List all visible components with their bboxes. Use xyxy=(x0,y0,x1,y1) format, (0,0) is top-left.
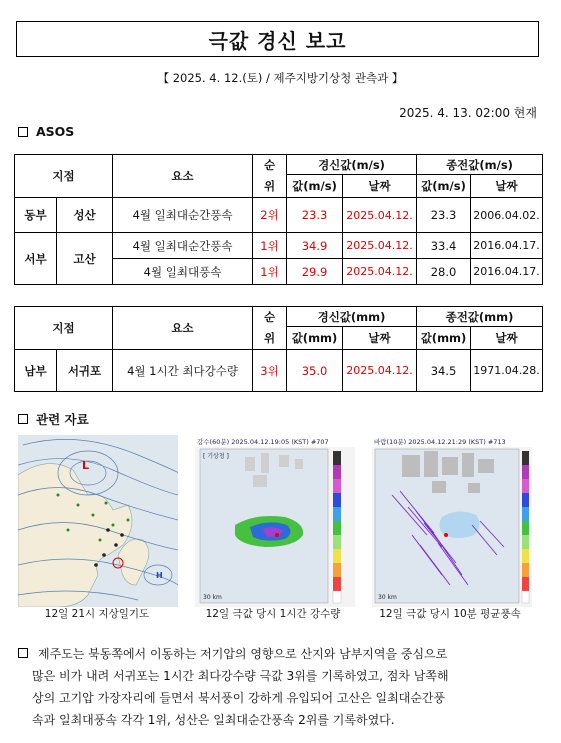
new-value-cell: 35.0 xyxy=(287,350,343,392)
figure-caption-3: 12일 극값 당시 10분 평균풍속 xyxy=(379,608,521,620)
svg-text:L: L xyxy=(82,459,90,472)
summary-text: 제주도는 북동쪽에서 이동하는 저기압의 영향으로 산지와 남부지역을 중심으로 xyxy=(38,647,448,661)
element-cell: 4월 일최대풍속 xyxy=(113,259,253,285)
wind-map xyxy=(372,435,532,607)
old-value-cell: 28.0 xyxy=(417,259,471,285)
precip-map-image xyxy=(195,435,355,607)
header-rank: 순 xyxy=(253,155,287,175)
header-record: 경신값(m/s) xyxy=(287,155,417,175)
old-date-cell: 2016.04.17. xyxy=(471,259,543,285)
header-rank-2: 위 xyxy=(253,175,287,198)
element-cell: 4월 1시간 최다강수량 xyxy=(113,350,253,392)
checkbox-icon xyxy=(18,414,28,424)
table-row xyxy=(15,198,543,233)
rank-cell: 1위 xyxy=(253,233,287,259)
wind-record-table xyxy=(14,154,543,285)
page-title: 극값 경신 보고 xyxy=(16,21,539,57)
wind-scale: 30 km xyxy=(378,594,397,601)
header-previous: 종전값(mm) xyxy=(417,307,543,327)
new-value-cell: 34.9 xyxy=(287,233,343,259)
old-value-cell: 33.4 xyxy=(417,233,471,259)
section-asos-label: ASOS xyxy=(36,124,75,139)
header-station: 지점 xyxy=(15,307,113,350)
element-cell: 4월 일최대순간풍속 xyxy=(113,198,253,233)
new-date-cell: 2025.04.12. xyxy=(343,259,417,285)
precip-scale: 30 km xyxy=(203,594,222,601)
old-date-cell: 2016.04.17. xyxy=(471,233,543,259)
region-cell: 남부 xyxy=(15,350,57,392)
rain-record-table xyxy=(14,306,543,392)
header-new-value: 값(m/s) xyxy=(287,175,343,198)
header-new-date: 날짜 xyxy=(343,327,417,350)
header-previous: 종전값(m/s) xyxy=(417,155,543,175)
header-rank-2: 위 xyxy=(253,327,287,350)
precipitation-map xyxy=(195,435,355,607)
header-record: 경신값(mm) xyxy=(287,307,417,327)
svg-text:H: H xyxy=(156,571,163,580)
old-date-cell: 2006.04.02. xyxy=(471,198,543,233)
header-rank: 순 xyxy=(253,307,287,327)
new-date-cell: 2025.04.12. xyxy=(343,198,417,233)
station-cell: 고산 xyxy=(57,233,113,285)
table-row xyxy=(15,233,543,259)
header-element: 요소 xyxy=(113,307,253,350)
header-element: 요소 xyxy=(113,155,253,198)
precip-header: 강수(60분) 2025.04.12.19:05 (KST) #707 xyxy=(197,438,329,446)
wind-map-image xyxy=(372,435,532,607)
rank-cell: 1위 xyxy=(253,259,287,285)
weather-map-image xyxy=(18,435,178,607)
summary-line: 속과 일최대풍속 각각 1위, 성산은 일최대순간풍속 2위를 기록하였다. xyxy=(32,713,395,727)
report-subtitle: 【 2025. 4. 12.(토) / 제주지방기상청 관측과 】 xyxy=(157,71,404,85)
header-old-date: 날짜 xyxy=(471,175,543,198)
section-related xyxy=(18,410,89,428)
region-cell: 서부 xyxy=(15,233,57,285)
region-cell: 동부 xyxy=(15,198,57,233)
table-row xyxy=(15,350,543,392)
figure-caption-2: 12일 극값 당시 1시간 강수량 xyxy=(205,608,341,620)
element-cell: 4월 일최대순간풍속 xyxy=(113,233,253,259)
wind-header: 바람(10분) 2025.04.12.21:29 (KST) #713 xyxy=(374,438,506,446)
header-new-value: 값(mm) xyxy=(287,327,343,350)
header-old-date: 날짜 xyxy=(471,327,543,350)
new-date-cell: 2025.04.12. xyxy=(343,350,417,392)
old-value-cell: 34.5 xyxy=(417,350,471,392)
rank-cell: 3위 xyxy=(253,350,287,392)
as-of-timestamp: 2025. 4. 13. 02:00 현재 xyxy=(399,106,537,120)
old-date-cell: 1971.04.28. xyxy=(471,350,543,392)
header-old-value: 값(mm) xyxy=(417,327,471,350)
checkbox-icon xyxy=(18,648,28,658)
summary-paragraph xyxy=(18,643,538,731)
checkbox-icon xyxy=(18,127,28,137)
old-value-cell: 23.3 xyxy=(417,198,471,233)
new-date-cell: 2025.04.12. xyxy=(343,233,417,259)
section-related-label: 관련 자료 xyxy=(36,412,89,427)
figure-caption-1: 12일 21시 지상일기도 xyxy=(44,608,150,620)
new-value-cell: 23.3 xyxy=(287,198,343,233)
rank-cell: 2위 xyxy=(253,198,287,233)
section-asos xyxy=(18,124,74,139)
header-new-date: 날짜 xyxy=(343,175,417,198)
summary-line: 상의 고기압 가장자리에 들면서 북서풍이 강하게 유입되어 고산은 일최대순간풍 xyxy=(32,691,446,705)
summary-line xyxy=(18,643,538,665)
related-figures xyxy=(16,435,546,607)
station-cell: 서귀포 xyxy=(57,350,113,392)
header-station: 지점 xyxy=(15,155,113,198)
summary-line: 많은 비가 내려 서귀포는 1시간 최다강수량 극값 3위를 기록하였고, 점차 남쪽해 xyxy=(32,669,449,683)
surface-weather-map xyxy=(18,435,178,607)
header-old-value: 값(m/s) xyxy=(417,175,471,198)
new-value-cell: 29.9 xyxy=(287,259,343,285)
station-cell: 성산 xyxy=(57,198,113,233)
precip-tag: [ 기상청 ] xyxy=(203,453,229,460)
